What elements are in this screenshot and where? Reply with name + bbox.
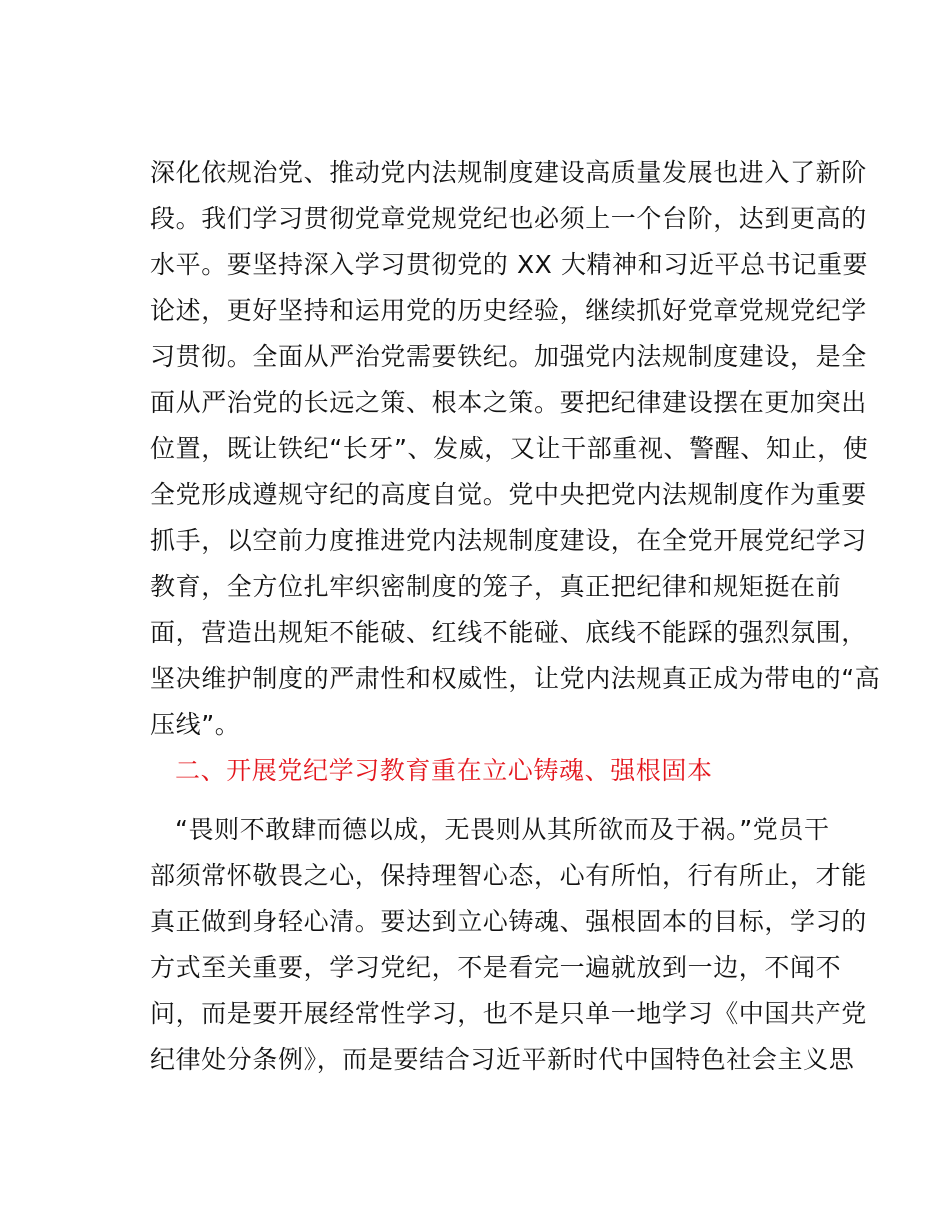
paragraph-line: 抓手，以空前力度推进党内法规制度建设，在全党开展党纪学习 <box>150 526 867 555</box>
paragraph-line: 面，营造出规矩不能破、红线不能碰、底线不能踩的强烈氛围， <box>150 618 867 647</box>
paragraph-line: 坚决维护制度的严肃性和权威性，让党内法规真正成为带电的“高 <box>150 664 881 693</box>
paragraph-line: 段。我们学习贯彻党章党规党纪也必须上一个台阶，达到更高的 <box>150 204 867 233</box>
paragraph-line: “畏则不敢肆而德以成，无畏则从其所欲而及于祸。”党员干 <box>175 815 830 844</box>
paragraph-1 <box>150 150 881 748</box>
paragraph-line: 方式至关重要，学习党纪，不是看完一遍就放到一边，不闻不 <box>150 953 842 982</box>
paragraph-line: 压线”。 <box>150 710 241 739</box>
paragraph-line: 深化依规治党、推动党内法规制度建设高质量发展也进入了新阶 <box>150 158 867 187</box>
paragraph-line: 全党形成遵规守纪的高度自觉。党中央把党内法规制度作为重要 <box>150 480 867 509</box>
paragraph-line: 纪律处分条例》，而是要结合习近平新时代中国特色社会主义思 <box>150 1045 855 1074</box>
paragraph-line: 真正做到身轻心清。要达到立心铸魂、强根固本的目标，学习的 <box>150 907 867 936</box>
paragraph-line: 论述，更好坚持和运用党的历史经验，继续抓好党章党规党纪学 <box>150 296 867 325</box>
paragraph-line: 面从严治党的长远之策、根本之策。要把纪律建设摆在更加突出 <box>150 388 867 417</box>
paragraph-line: 习贯彻。全面从严治党需要铁纪。加强党内法规制度建设，是全 <box>150 342 867 371</box>
section-heading: 二、开展党纪学习教育重在立心铸魂、强根固本 <box>175 756 713 785</box>
paragraph-line: 位置，既让铁纪“长牙”、发威，又让干部重视、警醒、知止，使 <box>150 434 869 463</box>
paragraph-line: 部须常怀敬畏之心，保持理智心态，心有所怕，行有所止，才能 <box>150 861 867 890</box>
paragraph-2 <box>150 807 867 1083</box>
paragraph-line: 教育，全方位扎牢织密制度的笼子，真正把纪律和规矩挺在前 <box>150 572 842 601</box>
paragraph-line: 问，而是要开展经常性学习，也不是只单一地学习《中国共产党 <box>150 999 867 1028</box>
paragraph-line: 水平。要坚持深入学习贯彻党的 XX 大精神和习近平总书记重要 <box>150 250 869 279</box>
